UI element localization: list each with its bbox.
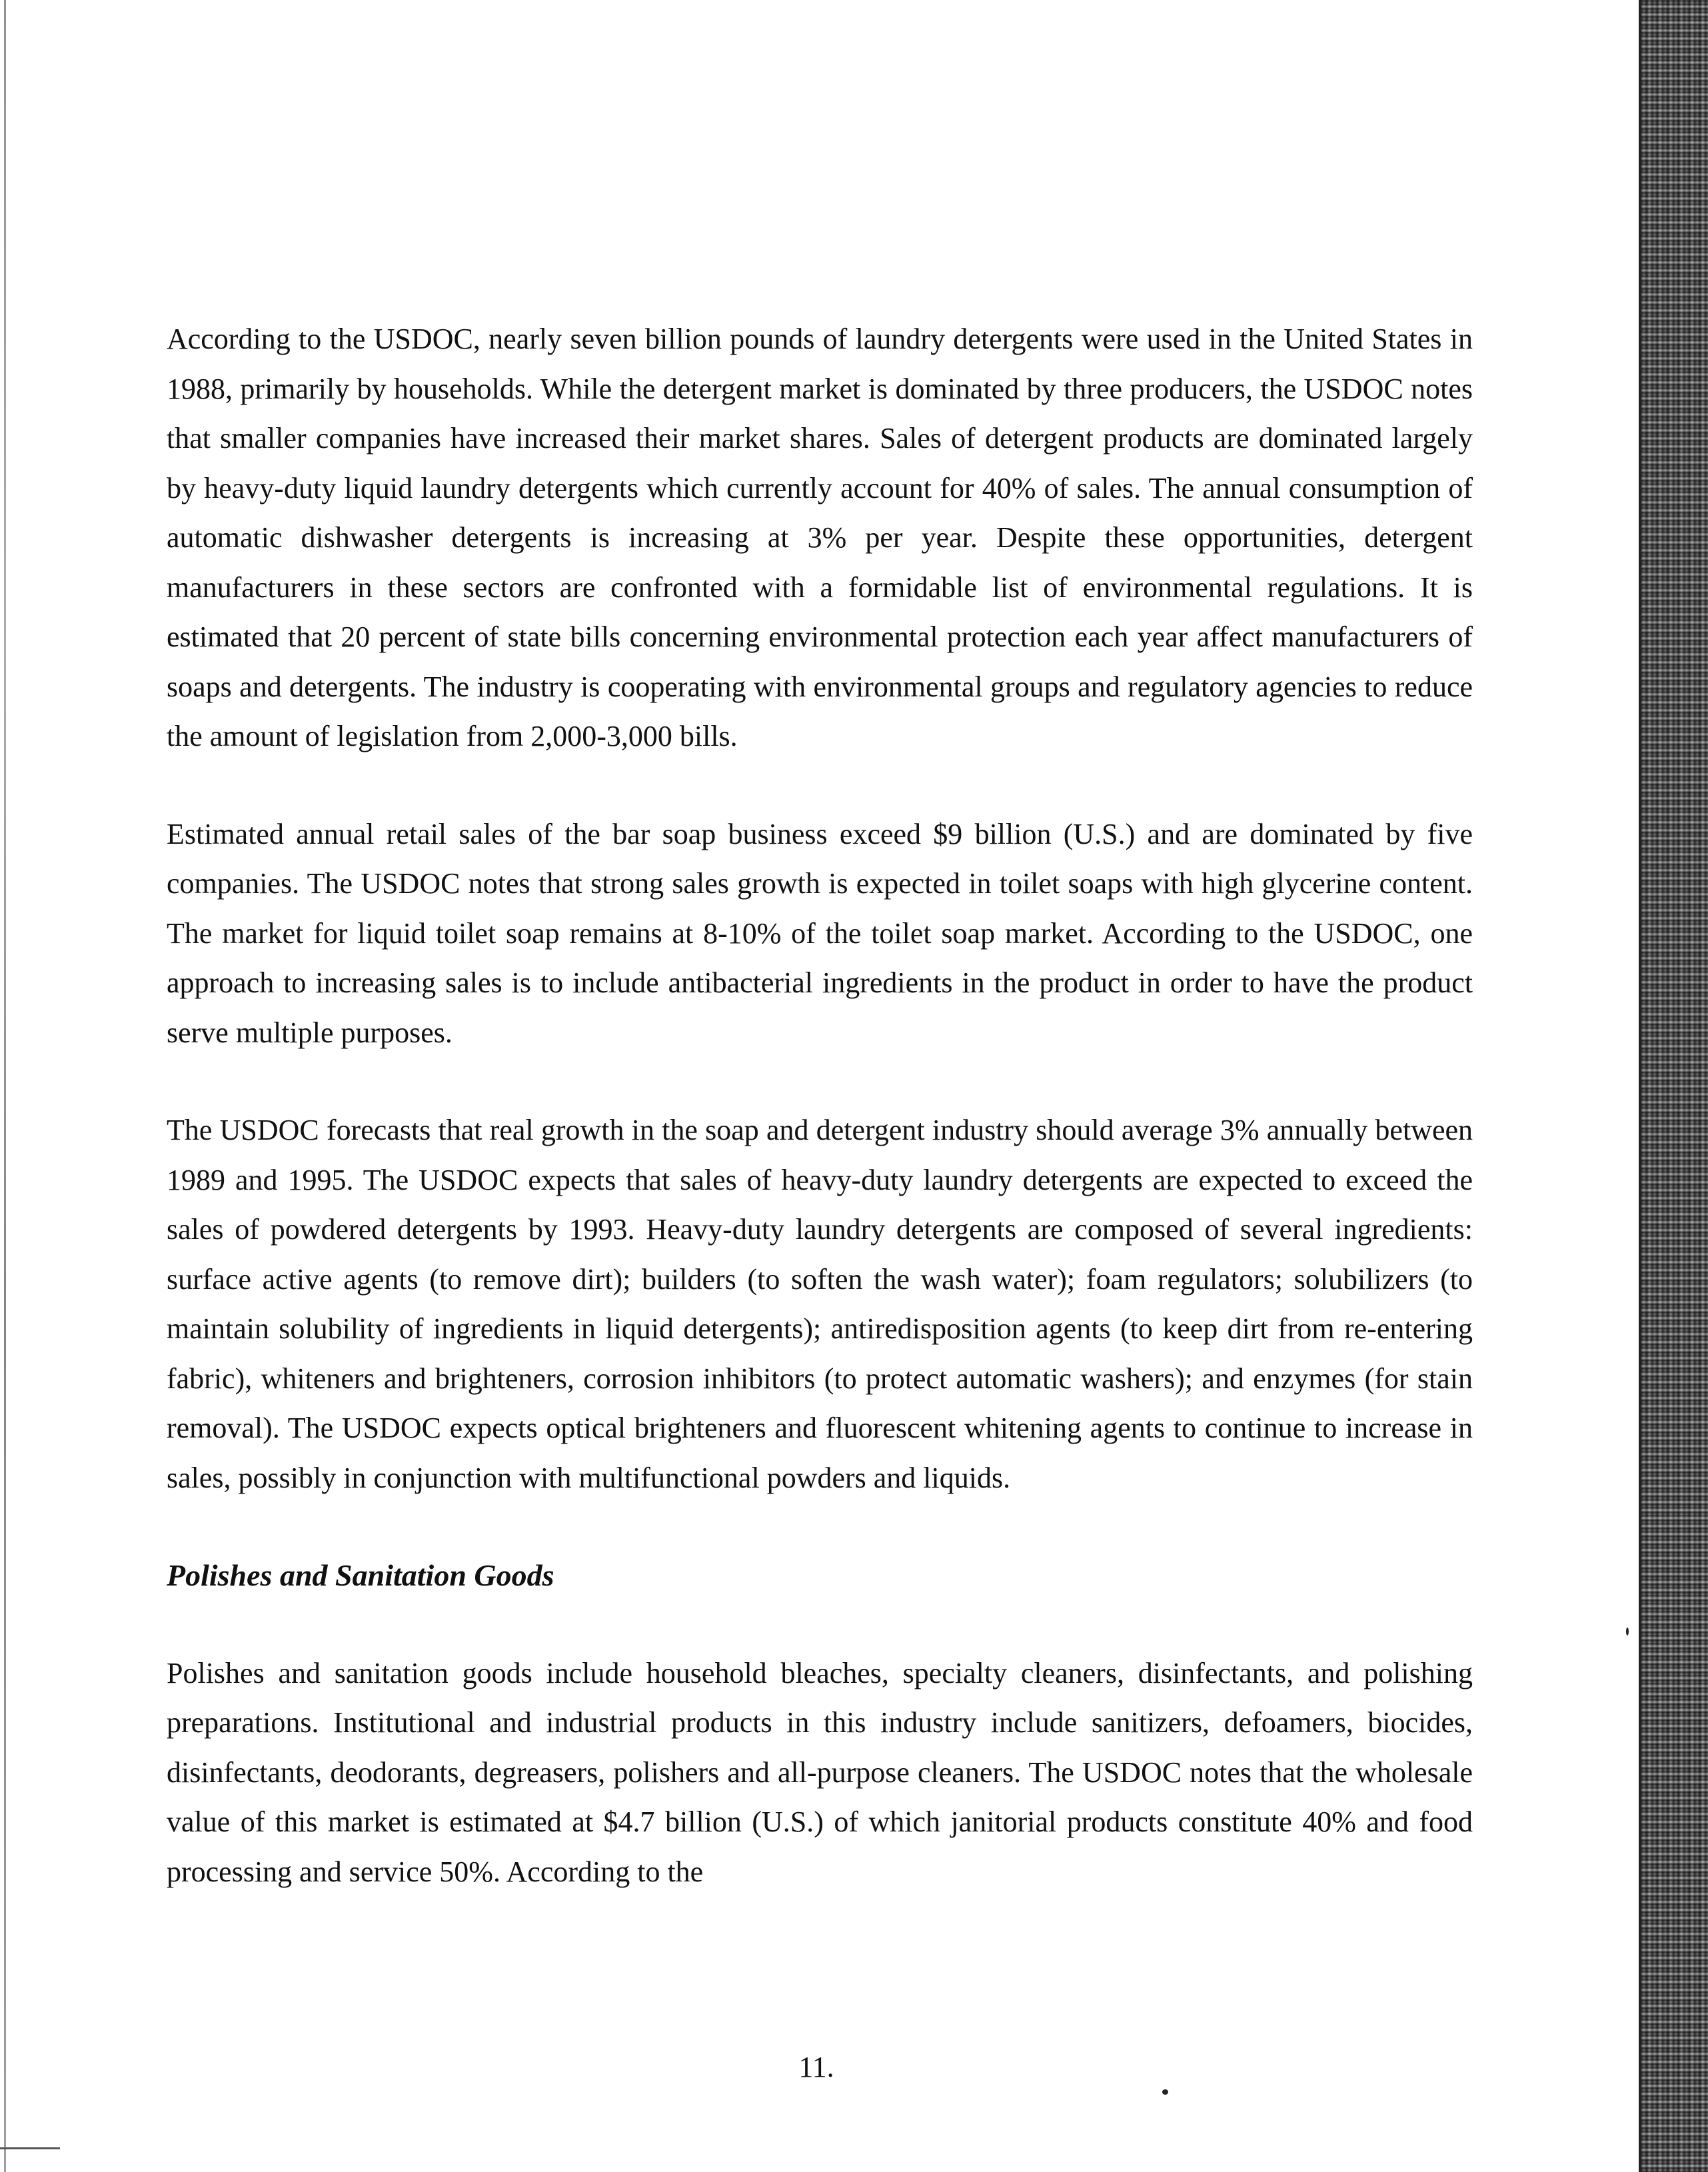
scan-speck	[1162, 2089, 1168, 2095]
bottom-left-mark	[0, 2147, 60, 2149]
scan-speck	[1626, 1628, 1629, 1635]
scan-edge-texture	[1641, 0, 1708, 2172]
paragraph-bar-soap: Estimated annual retail sales of the bar soap business exceed $9 billion (U.S.) and are dominated by five companies. The USDOC notes that strong sales growth is expected in toilet soaps with high glycerine content. The market for liquid toilet soap remains at 8-10% of the toilet soap market. According to the USDOC, one approach to increasing sales is to include antibacterial ingredients in the product in order to have the product serve multiple purposes.	[167, 817, 1473, 1049]
left-binding-line	[4, 0, 6, 2172]
paragraph-polishes: Polishes and sanitation goods include household bleaches, specialty cleaners, disinfectants, and polishing preparations. Institutional and industrial products in this industry include sanitizers, defoamers, biocides, disinfectants, deodorants, degreasers, polishers and all-purpose cleaners. The USDOC notes that the wholesale value of this market is estimated at $4.7 billion (U.S.) of which janitorial products constitute 40% and food processing and service 50%. According to the	[167, 1656, 1473, 1888]
page-number: 11.	[798, 2051, 834, 2083]
section-heading: Polishes and Sanitation Goods	[167, 1558, 554, 1592]
paragraph-growth-forecast: The USDOC forecasts that real growth in the soap and detergent industry should average 3% annually between 1989 and 1995. The USDOC expects that sales of heavy-duty laundry detergents are expected to exceed the sales of powdered detergents by 1993. Heavy-duty laundry detergents are composed of several ingredients: surface active agents (to remove dirt); builders (to soften the wash water); foam regulators; solubilizers (to maintain solubility of ingredients in liquid detergents); antiredisposition agents (to keep dirt from re-entering fabric), whiteners and brighteners, corrosion inhibitors (to protect automatic washers); and enzymes (for stain removal). The USDOC expects optical brighteners and fluorescent whitening agents to continue to increase in sales, possibly in conjunction with multifunctional powders and liquids.	[167, 1114, 1473, 1494]
paragraph-laundry-detergents: According to the USDOC, nearly seven billion pounds of laundry detergents were used in the United States in 1988, primarily by households. While the detergent market is dominated by three producers, the USDOC notes that smaller companies have increased their market shares. Sales of detergent products are dominated largely by heavy-duty liquid laundry detergents which currently account for 40% of sales. The annual consumption of automatic dishwasher detergents is increasing at 3% per year. Despite these opportunities, detergent manufacturers in these sectors are confronted with a formidable list of environmental regulations. It is estimated that 20 percent of state bills concerning environmental protection each year affect manufacturers of soaps and detergents. The industry is cooperating with environmental groups and regulatory agencies to reduce the amount of legislation from 2,000-3,000 bills.	[167, 323, 1473, 752]
body-text	[167, 315, 1473, 1945]
